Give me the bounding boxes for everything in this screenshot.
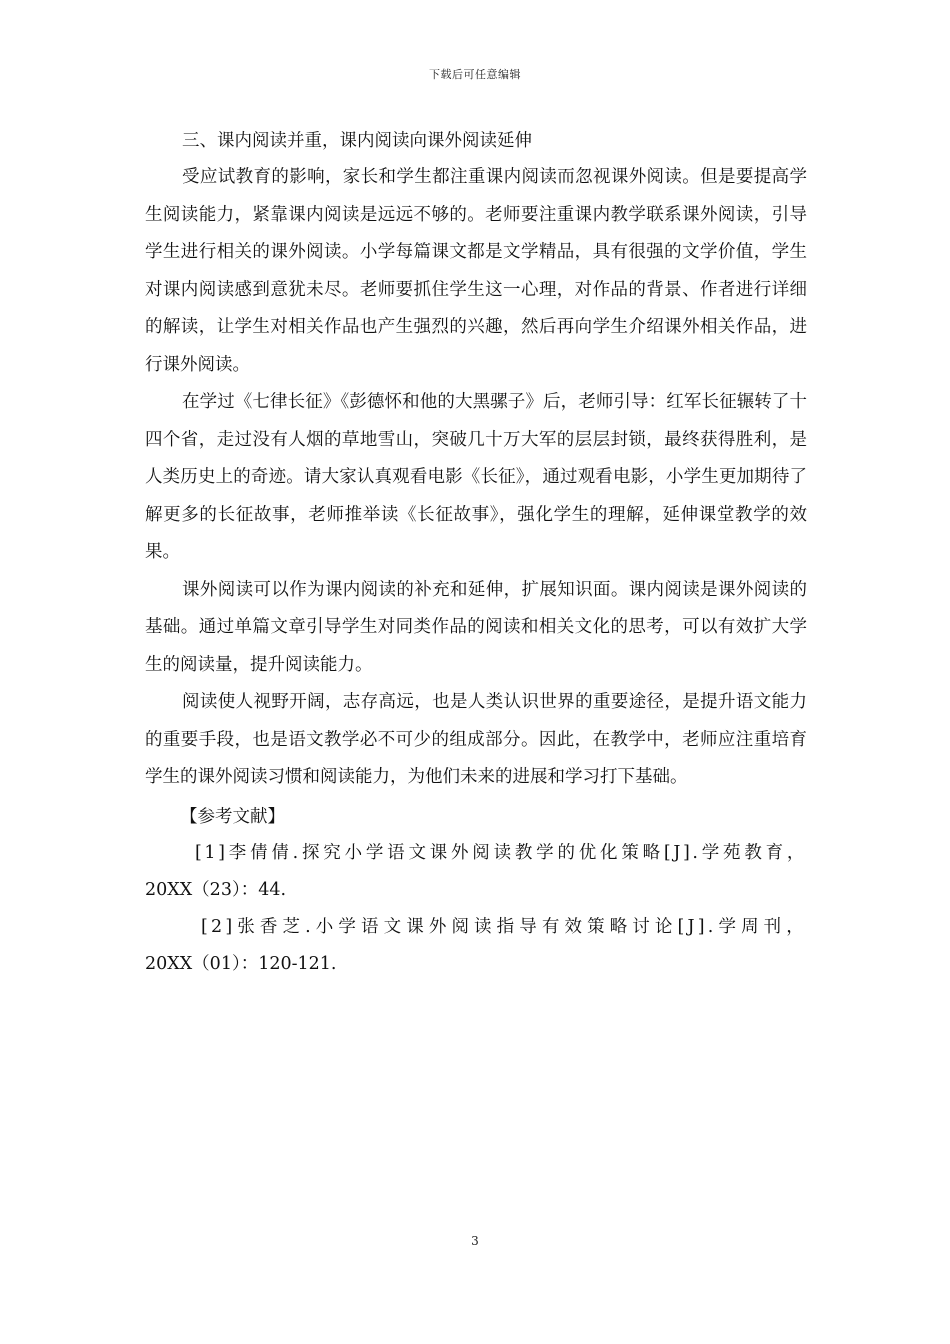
reference-item-2 bbox=[145, 909, 807, 983]
reference-item-1 bbox=[145, 835, 807, 909]
reference-2-line-1: [2]张香芝.小学语文课外阅读指导有效策略讨论[J].学周刊， bbox=[201, 916, 807, 937]
page-number: 3 bbox=[471, 1234, 479, 1248]
references-heading: 【参考文献】 bbox=[180, 806, 285, 827]
reference-2-line-2: 20XX（01）：120-121. bbox=[145, 953, 337, 974]
section-heading: 三、课内阅读并重，课内阅读向课外阅读延伸 bbox=[182, 131, 532, 151]
paragraph-1: 受应试教育的影响，家长和学生都注重课内阅读而忽视课外阅读。但是要提高学生阅读能力，紧靠课内阅读是远远不够的。老师要注重课内教学联系课外阅读，引导学生进行相关的课外阅读。小学每篇课文都是文学精品，具有很强的文学价值，学生对课内阅读感到意犹未尽。老师要抓住学生这一心理，对作品的背景、作者进行详细的解读，让学生对相关作品也产生强烈的兴趣，然后再向学生介绍课外相关作品，进行课外阅读。 bbox=[145, 167, 807, 375]
reference-1-line-1: [1]李倩倩.探究小学语文课外阅读教学的优化策略[J].学苑教育， bbox=[195, 842, 807, 863]
reference-1-line-2: 20XX（23）：44. bbox=[145, 879, 287, 900]
document-body bbox=[145, 123, 807, 983]
page-header: 下载后可任意编辑 bbox=[429, 68, 521, 81]
paragraph-3: 课外阅读可以作为课内阅读的补充和延伸，扩展知识面。课内阅读是课外阅读的基础。通过单篇文章引导学生对同类作品的阅读和相关文化的思考，可以有效扩大学生的阅读量，提升阅读能力。 bbox=[145, 579, 807, 675]
paragraph-2: 在学过《七律长征》《彭德怀和他的大黑骡子》后，老师引导：红军长征辗转了十四个省，走过没有人烟的草地雪山，突破几十万大军的层层封锁，最终获得胜利，是人类历史上的奇迹。请大家认真观看电影《长征》，通过观看电影，小学生更加期待了解更多的长征故事，老师推举读《长征故事》，强化学生的理解，延伸课堂教学的效果。 bbox=[145, 392, 807, 562]
paragraph-4: 阅读使人视野开阔，志存高远，也是人类认识世界的重要途径，是提升语文能力的重要手段，也是语文教学必不可少的组成部分。因此，在教学中，老师应注重培育学生的课外阅读习惯和阅读能力，为他们未来的进展和学习打下基础。 bbox=[145, 692, 807, 787]
